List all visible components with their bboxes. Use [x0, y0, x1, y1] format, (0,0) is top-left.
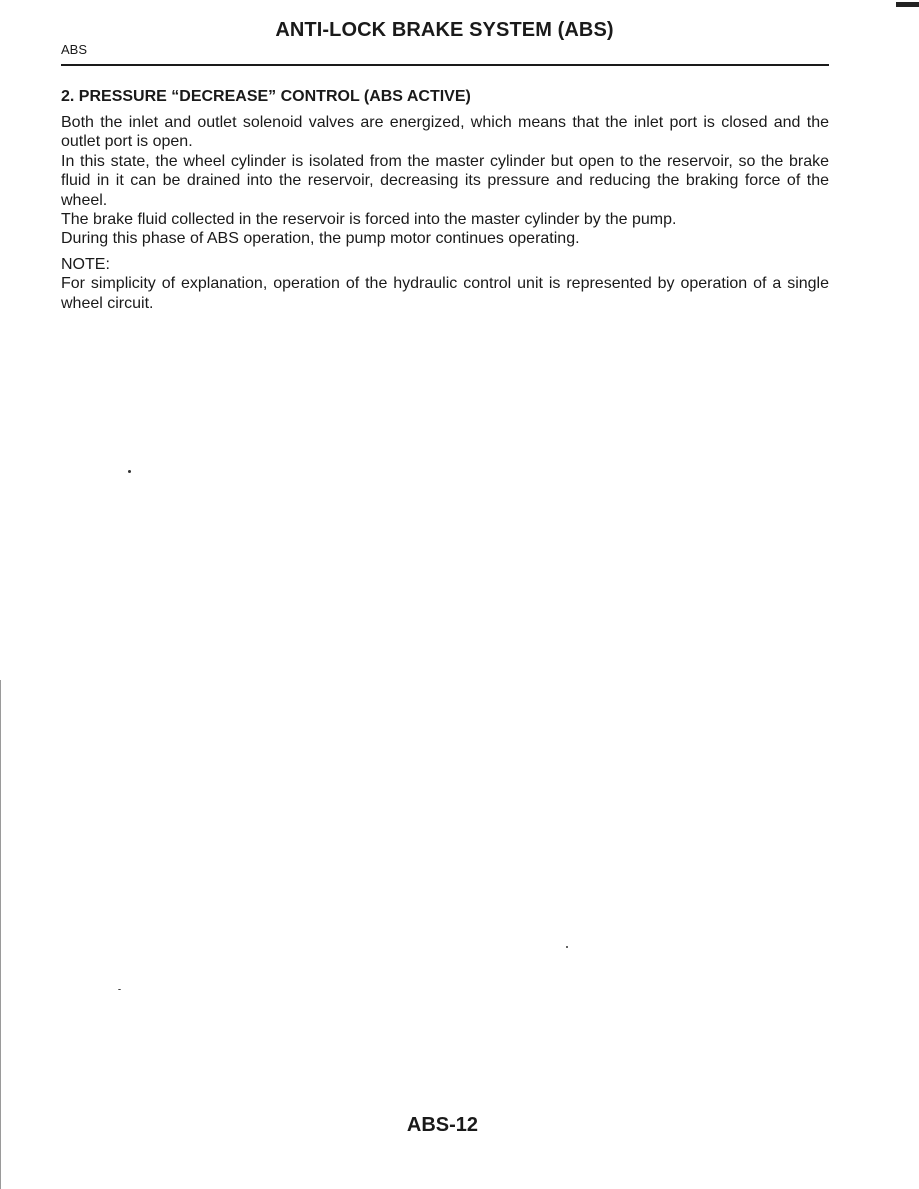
paragraph-3: The brake fluid collected in the reservoir is forced into the master cylinder by the pump.	[61, 211, 677, 229]
page-number: ABS-12	[406, 1114, 479, 1136]
content-body	[61, 88, 829, 313]
section-tag: ABS	[61, 42, 88, 57]
paragraph-4: During this phase of ABS operation, the pump motor continues operating.	[61, 230, 580, 248]
scan-speck	[566, 946, 568, 948]
page-title: ANTI-LOCK BRAKE SYSTEM (ABS)	[275, 19, 614, 41]
section-heading: 2. PRESSURE “DECREASE” CONTROL (ABS ACTIVE)	[61, 88, 471, 105]
corner-scan-mark	[896, 2, 919, 7]
scan-speck	[128, 470, 131, 473]
note-label: NOTE:	[61, 255, 110, 273]
left-scan-edge	[0, 680, 1, 1189]
scan-speck	[118, 989, 121, 990]
note-text: For simplicity of explanation, operation of the hydraulic control unit is represented by operation of a single wheel circuit.	[61, 275, 829, 312]
paragraph-1: Both the inlet and outlet solenoid valves are energized, which means that the inlet port is closed and the outlet port is open.	[61, 114, 829, 151]
header-divider	[61, 64, 829, 66]
paragraph-2: In this state, the wheel cylinder is isolated from the master cylinder but open to the reservoir, so the brake fluid in it can be drained into the reservoir, decreasing its pressure and reducing the braking force of the wheel.	[61, 152, 829, 209]
